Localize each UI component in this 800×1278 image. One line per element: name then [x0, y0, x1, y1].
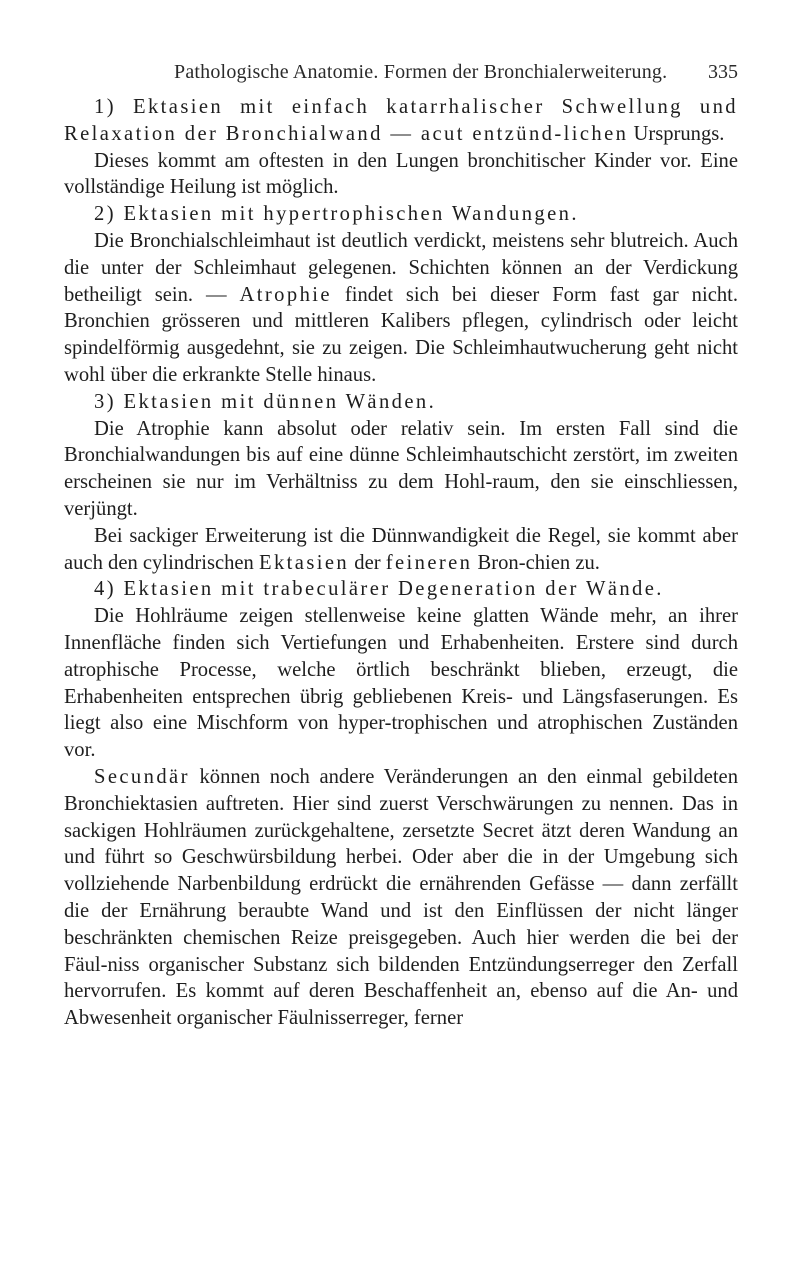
- page-number: 335: [708, 61, 738, 83]
- running-head: [174, 58, 738, 86]
- spaced-heading: 2) Ektasien mit hypertrophischen Wandungen.: [94, 203, 579, 226]
- paragraph-text: Die Hohlräume zeigen stellenweise keine glatten Wände mehr, an ihrer Innenfläche finden sich Vertiefungen und Erhabenheiten. Erstere sind durch atrophische Processe, welche örtlich beschränkt blieben, erzeugt, die Erhabenheiten entsprechen übrig gebliebenen Kreis- und Längsfaserungen. Es liegt also eine Mischform von hyper-trophischen und atrophischen Zuständen vor.: [64, 605, 738, 762]
- spaced-heading: 1) Ektasien mit einfach katarrhalischer Schwellung und Relaxation der Bronchialwand — acut entzünd-lichen: [64, 96, 738, 145]
- document-page: [64, 58, 738, 1032]
- paragraph-text: Die Atrophie kann absolut oder relativ sein. Im ersten Fall sind die Bronchialwandungen bis auf eine dünne Schleimhautschicht zerstört, im zweiten erscheinen sie nur im Verhältniss zu dem Hohl-raum, den sie einschliessen, verjüngt.: [64, 417, 738, 520]
- spaced-term: feineren: [385, 551, 473, 574]
- spaced-heading: 3) Ektasien mit dünnen Wänden.: [94, 390, 437, 413]
- paragraph-2: [64, 148, 738, 202]
- paragraph-7: [64, 523, 738, 577]
- paragraph-8-heading: [64, 576, 738, 603]
- paragraph-6: [64, 416, 738, 523]
- running-head-title: Pathologische Anatomie. Formen der Bronchialerweiterung.: [174, 61, 668, 83]
- spaced-heading: 4) Ektasien mit trabeculärer Degeneration der Wände.: [94, 578, 664, 601]
- paragraph-1-heading: [64, 94, 738, 148]
- paragraph-text: Die Bronchialschleimhaut ist deutlich verdickt, meistens sehr blutreich. Auch die unter der Schleimhaut gelegenen. Schichten können an der Verdickung betheiligt sein. —: [64, 229, 738, 306]
- spaced-term: Atrophie: [239, 283, 332, 306]
- body-text: [64, 94, 738, 1032]
- paragraph-text: Bei sackiger Erweiterung ist die Dünnwandigkeit die Regel, sie kommt aber auch den cylindrischen: [64, 524, 738, 574]
- paragraph-text: können noch andere Veränderungen an den einmal gebildeten Bronchiektasien auftreten. Hier sind zuerst Verschwärungen zu nennen. Das in sackigen Hohlräumen zurückgehaltene, zersetzte Secret ätzt deren Wandung an und führt so Geschwürsbildung herbei. Oder aber die in der Umgebung sich vollziehende Narbenbildung erdrückt die ernährenden Gefässe — dann zerfällt die der Ernährung beraubte Wand und ist den Einflüssen der nicht länger beschränkten chemischen Reize preisgegeben. Auch hier werden die bei der Fäul-niss organischer Substanz sich bildenden Entzündungserreger den Zerfall hervorrufen. Es kommt auf deren Beschaffenheit an, ebenso auf die An- und Abwesenheit organischer Fäulnisserreger, ferner: [64, 765, 738, 1030]
- paragraph-text: Dieses kommt am oftesten in den Lungen bronchitischer Kinder vor. Eine vollständige Heilung ist möglich.: [64, 149, 738, 199]
- spaced-term: Ektasien: [259, 551, 350, 574]
- paragraph-text: Bron-chien zu.: [472, 551, 600, 574]
- paragraph-text: findet sich bei dieser Form fast gar nicht. Bronchien grösseren und mittleren Kalibers pflegen, cylindrisch oder leicht spindelförmig ausgedehnt, sie zu zeigen. Die Schleimhautwucherung geht nicht wohl über die erkrankte Stelle hinaus.: [64, 283, 738, 386]
- paragraph-4: [64, 228, 738, 389]
- paragraph-text: Ursprungs.: [628, 122, 725, 145]
- paragraph-text: der: [349, 551, 386, 574]
- paragraph-3-heading: [64, 201, 738, 228]
- paragraph-9: [64, 603, 738, 764]
- paragraph-10: [64, 764, 738, 1032]
- paragraph-5-heading: [64, 389, 738, 416]
- spaced-term: Secundär: [94, 765, 190, 788]
